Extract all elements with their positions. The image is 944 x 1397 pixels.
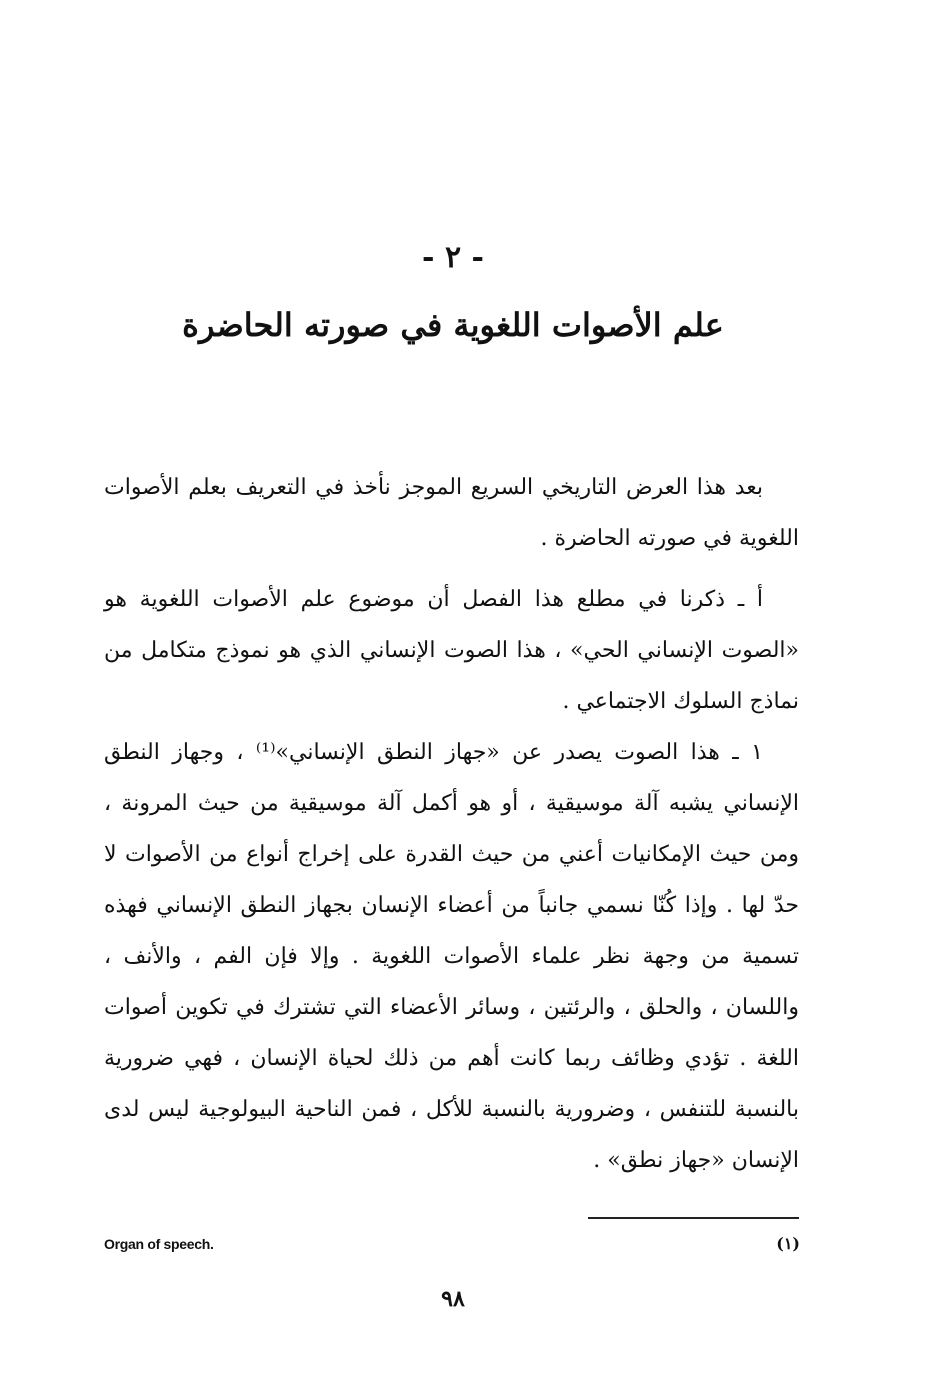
body-paragraph-1 xyxy=(104,727,799,1186)
body-paragraph-intro xyxy=(104,462,799,564)
footnote-divider xyxy=(588,1217,799,1219)
body-paragraph-a xyxy=(104,574,799,727)
footnote-marker: (١) xyxy=(776,1234,800,1253)
footnote-text: Organ of speech. xyxy=(104,1236,214,1252)
chapter-number: - ٢ - xyxy=(422,240,484,275)
paragraph-1-text: ١ ـ هذا الصوت يصدر عن «جهاز النطق الإنساني»⁽¹⁾ ، وجهاز النطق الإنساني يشبه آلة موسيقية ، أو هو أكمل آلة موسيقية من حيث المرونة ، ومن حيث الإمكانيات أعني من حيث القدرة على إخراج أنواع من الأصوات لا حدّ لها . وإذا كُنّا نسمي جانباً من أعضاء الإنسان بجهاز النطق الإنساني فهذه تسمية من وجهة نظر علماء الأصوات اللغوية . وإلا فإن الفم ، والأنف ، واللسان ، والحلق ، والرئتين ، وسائر الأعضاء التي تشترك في تكوين أصوات اللغة . تؤدي وظائف ربما كانت أهم من ذلك لحياة الإنسان ، فهي ضرورية بالنسبة للتنفس ، وضرورية بالنسبة للأكل ، فمن الناحية البيولوجية ليس لدى الإنسان «جهاز نطق» . xyxy=(104,740,799,1173)
paragraph-a-text: أ ـ ذكرنا في مطلع هذا الفصل أن موضوع علم الأصوات اللغوية هو «الصوت الإنساني الحي» ، هذا الصوت الإنساني الذي هو نموذج متكامل من نماذج السلوك الاجتماعي . xyxy=(104,587,799,714)
chapter-title: علم الأصوات اللغوية في صورته الحاضرة xyxy=(182,306,724,344)
page-number: ٩٨ xyxy=(441,1286,465,1312)
paragraph-intro-text: بعد هذا العرض التاريخي السريع الموجز نأخذ في التعريف بعلم الأصوات اللغوية في صورته الحاضرة . xyxy=(104,475,799,551)
